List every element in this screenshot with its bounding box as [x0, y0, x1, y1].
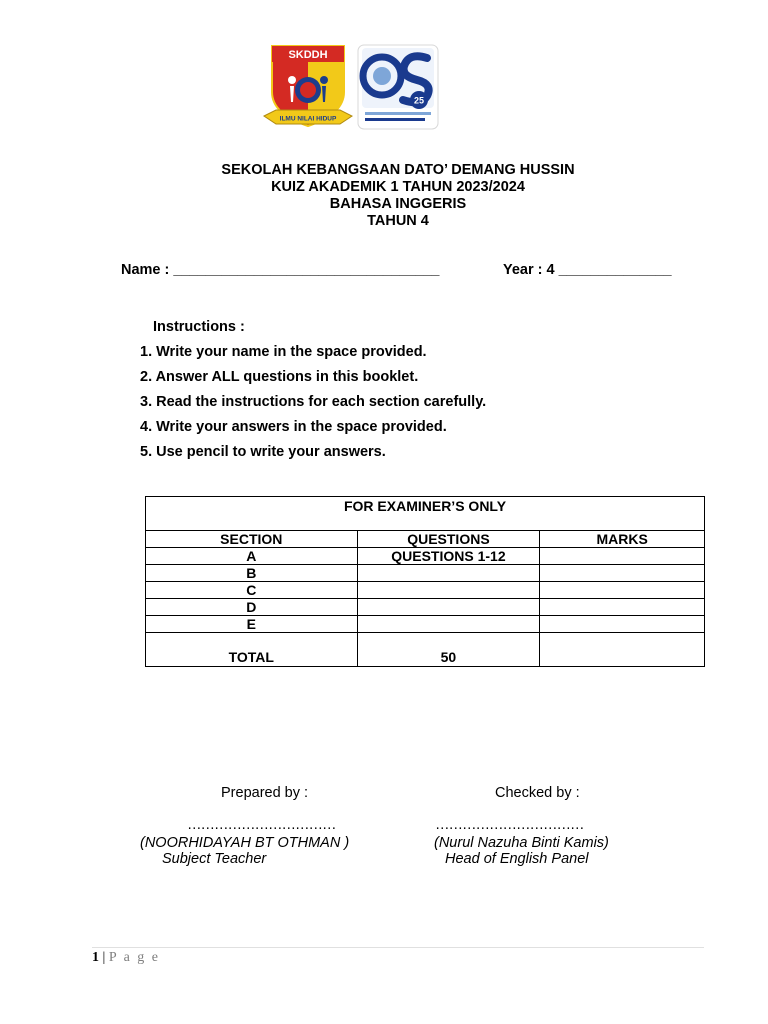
prepared-signature-line: …………………………… — [187, 817, 336, 833]
school-badge-logo — [262, 44, 354, 132]
prepared-by-label: Prepared by : — [221, 785, 309, 801]
section-cell: E — [146, 616, 358, 633]
section-cell: C — [146, 582, 358, 599]
checked-by-label: Checked by : — [495, 785, 580, 801]
subject-title: BAHASA INGGERIS — [329, 196, 467, 212]
questions-cell: QUESTIONS 1-12 — [357, 548, 540, 565]
checked-by-name: (Nurul Nazuha Binti Kamis) — [434, 835, 609, 851]
marks-cell[interactable] — [540, 616, 705, 633]
marks-cell[interactable] — [540, 548, 705, 565]
header-marks: MARKS — [540, 531, 705, 548]
examiner-table — [145, 496, 705, 667]
total-label: TOTAL — [146, 633, 358, 667]
section-cell: B — [146, 565, 358, 582]
footer-divider — [92, 947, 704, 948]
page-number-value: 1 — [92, 950, 99, 965]
table-row — [146, 599, 705, 616]
section-cell: D — [146, 599, 358, 616]
instruction-item: 2. Answer ALL questions in this booklet. — [140, 369, 419, 385]
school-name: SEKOLAH KEBANGSAAN DATO’ DEMANG HUSSIN — [221, 162, 575, 178]
anniversary-number: 25 — [413, 95, 425, 106]
anniversary-logo — [357, 44, 439, 130]
year-field[interactable]: Year : 4 ______________ — [503, 262, 672, 278]
page-word: P a g e — [108, 950, 161, 965]
total-questions: 50 — [357, 633, 540, 667]
questions-cell — [357, 616, 540, 633]
table-row — [146, 565, 705, 582]
total-row — [146, 633, 705, 667]
marks-cell[interactable] — [540, 565, 705, 582]
year-title: TAHUN 4 — [367, 213, 429, 229]
prepared-by-name: (NOORHIDAYAH BT OTHMAN ) — [140, 835, 350, 851]
table-row — [146, 582, 705, 599]
checked-by-role: Head of English Panel — [445, 851, 589, 867]
table-title: FOR EXAMINER’S ONLY — [146, 497, 705, 531]
instruction-item: 3. Read the instructions for each section carefully. — [140, 394, 487, 410]
table-row — [146, 616, 705, 633]
section-cell: A — [146, 548, 358, 565]
questions-cell — [357, 599, 540, 616]
table-row — [146, 548, 705, 565]
instruction-item: 4. Write your answers in the space provided. — [140, 419, 447, 435]
header-section: SECTION — [146, 531, 358, 548]
questions-cell — [357, 565, 540, 582]
quiz-title: KUIZ AKADEMIK 1 TAHUN 2023/2024 — [271, 179, 525, 195]
total-marks-cell[interactable] — [540, 633, 705, 667]
instructions-title: Instructions : — [153, 319, 245, 335]
page-separator: | — [99, 950, 109, 965]
instruction-item: 5. Use pencil to write your answers. — [140, 444, 386, 460]
header-questions: QUESTIONS — [357, 531, 540, 548]
checked-signature-line: …………………………… — [435, 817, 584, 833]
badge-text: SKDDH — [288, 49, 328, 61]
marks-cell[interactable] — [540, 599, 705, 616]
name-field[interactable]: Name : _________________________________ — [121, 262, 440, 278]
badge-motto: ILMU NILAI HIDUP — [279, 115, 337, 123]
questions-cell — [357, 582, 540, 599]
instruction-item: 1. Write your name in the space provided. — [140, 344, 427, 360]
marks-cell[interactable] — [540, 582, 705, 599]
prepared-by-role: Subject Teacher — [162, 851, 267, 867]
page-number — [92, 950, 160, 966]
